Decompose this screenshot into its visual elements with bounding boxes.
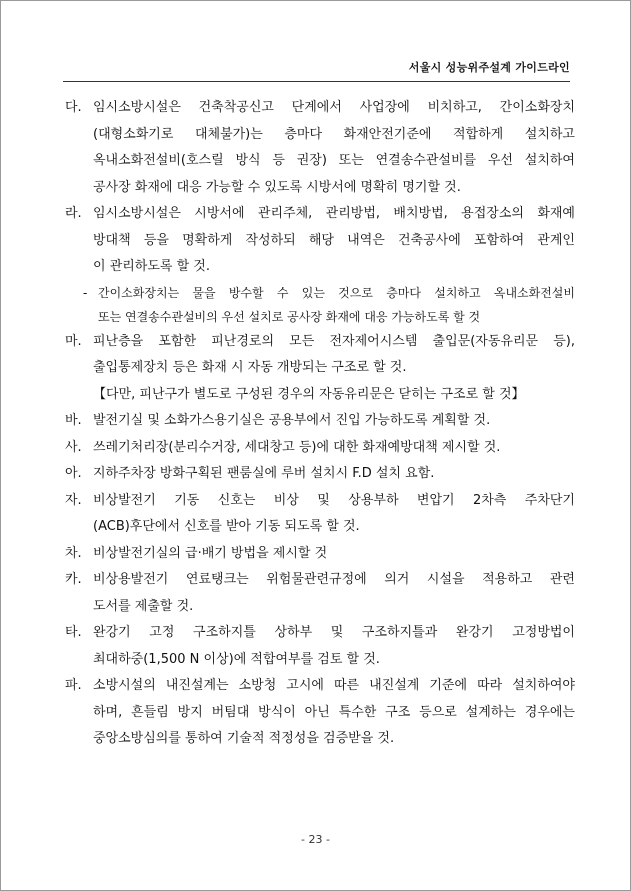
note-paragraph: 【다만, 피난구가 별도로 구성된 경우의 자동유리문은 닫히는 구조로 할 것】 [93, 386, 525, 402]
list-item [65, 95, 575, 201]
document-body [65, 95, 575, 753]
list-marker: 라. [65, 206, 82, 221]
list-marker: 마. [65, 333, 82, 349]
text-line: 완강기 고정 구조하지틀 상하부 및 구조하지틀과 완강기 고정방법이 [93, 625, 575, 640]
list-item [65, 201, 575, 281]
text-line: 도서를 제출할 것. [93, 598, 194, 614]
text-line: 중앙소방심의를 통하여 기술적 적정성을 검증받을 것. [93, 731, 395, 746]
text-line: 간이소화장치는 물을 방수할 수 있는 것으로 층마다 설치하고 옥내소화전설비 [98, 285, 575, 300]
list-marker: 바. [65, 413, 82, 428]
text-line: 지하주차장 방화구획된 팬룸실에 루버 설치시 F.D 설치 요함. [93, 466, 435, 481]
list-item [65, 541, 575, 568]
text-line: 옥내소화전설비(호스릴 방식 등 권장) 또는 연결송수관설비를 우선 설치하여 [93, 153, 575, 168]
list-marker: 카. [65, 572, 82, 587]
text-line: 비상발전기 기동 신호는 비상 및 상용부하 변압기 2차측 주차단기 [93, 492, 575, 508]
list-marker: - [83, 285, 88, 300]
running-header: 서울시 성능위주설계 가이드라인 [408, 61, 570, 74]
list-marker: 사. [65, 439, 82, 455]
text-line: 임시소방시설은 시방서에 관리주체, 관리방법, 배치방법, 용접장소의 화재예 [93, 206, 575, 221]
sub-list-item [65, 281, 575, 329]
text-line: 피난층을 포함한 피난경로의 모든 전자제어시스템 출입문(자동유리문 등), [93, 333, 575, 349]
text-line: 발전기실 및 소화가스용기실은 공용부에서 진입 가능하도록 계획할 것. [93, 413, 491, 428]
text-line: 공사장 화재에 대응 가능할 수 있도록 시방서에 명확히 명기할 것. [93, 179, 461, 195]
list-item [65, 329, 575, 382]
list-item [65, 673, 575, 753]
text-line: 또는 연결송수관설비의 우선 설치로 공사장 화재에 대응 가능하도록 할 것 [98, 309, 481, 324]
list-marker: 파. [65, 678, 82, 693]
text-line: 비상발전기실의 급·배기 방법을 제시할 것 [93, 545, 328, 561]
page-number: - 23 - [301, 833, 330, 846]
list-item [65, 435, 575, 462]
text-line: 출입통제장치 등은 화재 시 자동 개방되는 구조로 할 것. [93, 360, 407, 375]
list-item [65, 488, 575, 541]
list-marker: 타. [65, 625, 82, 640]
text-line: 하며, 흔들림 방지 버팀대 방식이 아닌 특수한 구조 등으로 설계하는 경우에는 [93, 704, 575, 720]
header-rule [63, 81, 570, 82]
text-line: 임시소방시설은 건축착공신고 단계에서 사업장에 비치하고, 간이소화장치 [93, 100, 575, 115]
text-line: (대형소화기로 대체불가)는 층마다 화재안전기준에 적합하게 설치하고 [93, 126, 575, 142]
text-line: 소방시설의 내진설계는 소방청 고시에 따른 내진설계 기준에 따라 설치하여야 [93, 678, 575, 693]
list-item [65, 461, 575, 488]
list-marker: 아. [65, 466, 82, 481]
text-line: 방대책 등을 명확하게 작성하되 해당 내역은 건축공사에 포함하여 관계인 [93, 232, 575, 248]
list-marker: 다. [65, 100, 82, 115]
text-line: 비상용발전기 연료탱크는 위험물관련규정에 의거 시설을 적용하고 관련 [93, 572, 575, 587]
list-marker: 자. [65, 492, 82, 508]
list-marker: 차. [65, 545, 82, 561]
text-line: (ACB)후단에서 신호를 받아 기동 되도록 할 것. [93, 519, 360, 534]
text-line: 쓰레기처리장(분리수거장, 세대창고 등)에 대한 화재예방대책 제시할 것. [93, 439, 501, 455]
text-line: 이 관리하도록 할 것. [93, 259, 210, 274]
text-line: 최대하중(1,500 N 이상)에 적합여부를 검토 할 것. [93, 651, 380, 667]
list-item [65, 567, 575, 620]
list-item [65, 620, 575, 673]
list-item [65, 408, 575, 435]
